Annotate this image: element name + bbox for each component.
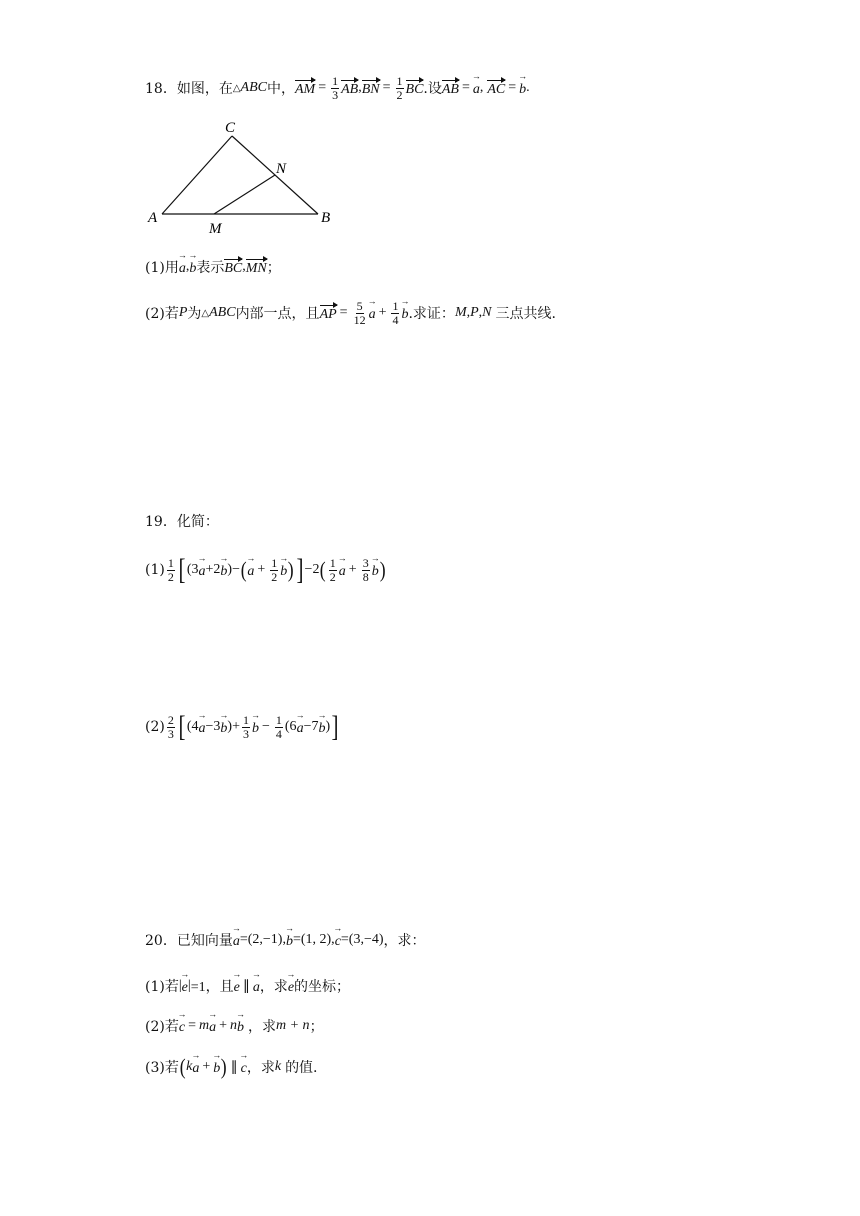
label-M: M [209,221,222,237]
vector-AB: AB [341,78,358,98]
q18-stem: 18． 如图，在 △ ABC 中， AM = $\frac{1}{3}$ AB , BN = $\frac{1}{2}$ BC .设 AB = → a , AC = → b . [145,75,530,101]
vector-BC-p1: BC [224,257,242,277]
vector-BN: BN [362,78,380,98]
q20-stem: 20． 已知向量 → a =(2,−1), → b =(1, 2), → c =(3,−4) ，求： [145,930,426,950]
q20-number: 20． [145,933,177,949]
vector-a: → a [473,78,480,98]
q20-part2: (2)若 → c = m → a + n → b ，求 m + n ； [145,1016,324,1036]
vector-b: → b [519,78,526,98]
vector-AP: AP [320,303,337,323]
vector-AC: AC [487,78,505,98]
q19-stem: 19． 化简： [145,511,219,531]
label-B: B [321,210,331,226]
q19-number: 19． [145,514,177,530]
label-C: C [225,120,236,136]
vector-MN: MN [246,257,267,277]
q19-part2: (2) $\frac{2}{3}$ [ (4 → a −3 → b )+ $\frac{1}{3}$ → b − $\frac{1}{4}$ (6 → a −7 → b ) ] [145,712,340,742]
q20-part1: (1)若 | → e | =1，且 → e ∥ → a ，求 → e 的坐标； [145,976,350,996]
q18-number: 18． [145,81,177,98]
q18-part1: (1)用 → a , → b 表示 BC , MN ； [145,257,281,277]
vector-AM: AM [295,78,315,98]
fraction-one-third: $\frac{1}{3}$ [332,74,339,102]
q18-part2: (2)若 P 为 △ ABC 内部一点，且 AP = $\frac{5}{12}$ → a + $\frac{1}{4}$ → b .求证： M , P , N 三点共线. [145,300,556,326]
vector-AB-def: AB [442,78,459,98]
triangle-figure [140,112,350,242]
label-A: A [148,210,158,226]
q20-part3: (3)若 ( k → a + → b ) ∥ → c ，求 k 的值. [145,1056,318,1078]
fraction-one-half: $\frac{1}{2}$ [396,74,403,102]
q19-part1: (1) $\frac{1}{2}$ [ (3 → a +2 → b )− ( → a + $\frac{1}{2}$ → b ) ] −2 ( $\frac{1}{2}$ → a + $\frac{3}{8}$ → b ) [145,555,386,585]
q18-intro: 如图，在 [176,81,233,98]
label-N: N [276,161,287,177]
vector-BC: BC [406,78,424,98]
